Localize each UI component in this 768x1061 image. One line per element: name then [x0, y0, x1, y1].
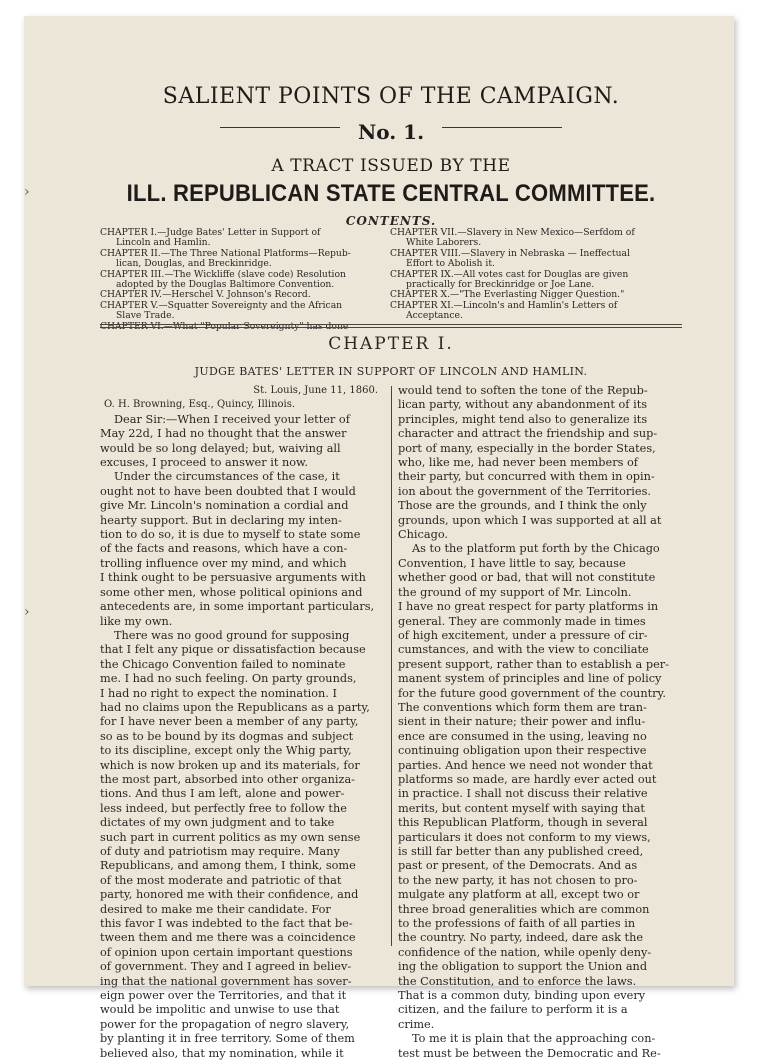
document-title: SALIENT POINTS OF THE CAMPAIGN.: [162, 84, 620, 109]
text-line: trolling influence over my mind, and which: [100, 556, 347, 570]
contents-entry-line: CHAPTER XI.—Lincoln's and Hamlin's Letters of: [390, 299, 618, 311]
text-line: to the new party, it has not chosen to pro-: [398, 873, 638, 887]
contents-entry: [390, 249, 682, 270]
section-divider: [100, 327, 682, 328]
text-line: port of many, especially in the border States,: [398, 441, 656, 455]
text-line: general. They are commonly made in times: [398, 614, 646, 628]
text-line: less indeed, but perfectly free to follow the: [100, 801, 347, 815]
text-line: May 22d, I had no thought that the answer: [100, 427, 347, 441]
contents-right-column: [390, 228, 682, 322]
text-line: hearty support. But in declaring my inten-: [100, 513, 342, 527]
tract-number: No. 1.: [357, 120, 425, 144]
text-line: would be so long delayed; but, waiving all: [100, 441, 341, 455]
chapter-subtitle: JUDGE BATES' LETTER IN SUPPORT OF LINCOLN AND HAMLIN.: [194, 365, 588, 378]
contents-entry-line: CHAPTER I.—Judge Bates' Letter in Support of: [100, 227, 321, 238]
column-divider: [391, 386, 392, 946]
text-line: the ground of my support of Mr. Lincoln.: [398, 585, 632, 599]
text-line: ion about the government of the Territories.: [398, 484, 651, 498]
text-line: grounds, upon which I was supported at all at: [398, 513, 662, 527]
contents-entry-line: Acceptance.: [406, 310, 463, 322]
contents-entry-line: CHAPTER IV.—Herschel V. Johnson's Record.: [100, 289, 311, 301]
text-line: As to the platform put forth by the Chicago: [412, 542, 660, 556]
text-line: that I felt any pique or dissatisfaction because: [100, 643, 366, 657]
text-line: Chicago.: [398, 528, 449, 542]
text-line: parties. And hence we need not wonder that: [398, 758, 653, 772]
contents-entry: [100, 270, 375, 291]
text-line: for I have never been a member of any party,: [100, 715, 359, 729]
contents-entry: [100, 249, 375, 270]
text-line: would be impolitic and unwise to use that: [100, 1003, 340, 1017]
contents-entry-line: practically for Breckinridge or Joe Lane.: [406, 279, 595, 291]
text-line: give Mr. Lincoln's nomination a cordial and: [100, 499, 349, 513]
text-line: believed also, that my nomination, while it: [100, 1046, 344, 1060]
contents-entry-line: Slave Trade.: [116, 310, 175, 322]
number-rule-right: [442, 127, 562, 128]
addressee: O. H. Browning, Esq., Quincy, Illinois.: [104, 399, 296, 411]
text-line: of high excitement, under a pressure of cir-: [398, 628, 648, 642]
text-line: tween them and me there was a coincidence: [100, 931, 356, 945]
text-line: of the facts and reasons, which have a con-: [100, 542, 348, 556]
text-line: whether good or bad, that will not constitute: [398, 571, 656, 585]
text-line: citizen, and the failure to perform it is a: [398, 1003, 628, 1017]
text-line: principles, might tend also to generalize its: [398, 412, 648, 426]
text-line: to the professions of faith of all parties in: [398, 917, 636, 931]
tract-subtitle: A TRACT ISSUED BY THE: [271, 156, 511, 176]
text-line: such part in current politics as my own sense: [100, 830, 361, 844]
text-line: desired to make me their candidate. For: [100, 902, 331, 916]
text-line: Dear Sir:—When I received your letter of: [114, 412, 350, 426]
text-line: excuses, I proceed to answer it now.: [100, 456, 308, 470]
section-divider: [100, 324, 682, 325]
text-line: some other men, whose political opinions and: [100, 585, 363, 599]
text-line: ing that the national government has sover-: [100, 974, 352, 988]
text-line: of opinion upon certain important questions: [100, 945, 353, 959]
text-line: ought not to have been doubted that I would: [100, 484, 356, 498]
text-line: for the future good government of the country.: [398, 686, 667, 700]
text-line: dictates of my own judgment and to take: [100, 816, 335, 830]
text-line: power for the propagation of negro slavery,: [100, 1017, 350, 1031]
text-line: three broad generalities which are common: [398, 902, 650, 916]
committee-name: ILL. REPUBLICAN STATE CENTRAL COMMITTEE.: [126, 180, 656, 207]
text-line: sient in their nature; their power and influ-: [398, 715, 646, 729]
text-line: I had no right to expect the nomination. I: [100, 686, 337, 700]
text-line: this favor I was indebted to the fact that be-: [100, 917, 353, 931]
contents-entry-line: CHAPTER V.—Squatter Sovereignty and the African: [100, 299, 343, 311]
text-line: their party, but concurred with them in opin-: [398, 470, 655, 484]
text-line: ing the obligation to support the Union and: [398, 960, 648, 974]
binding-hole-mark: ›: [24, 184, 30, 200]
text-line: To me it is plain that the approaching con-: [412, 1032, 656, 1046]
text-line: cumstances, and with the view to conciliate: [398, 643, 649, 657]
text-line: past or present, of the Democrats. And as: [398, 859, 638, 873]
text-line: the country. No party, indeed, dare ask the: [398, 931, 644, 945]
text-line: of duty and patriotism may require. Many: [100, 845, 340, 858]
text-line: would tend to soften the tone of the Repub-: [398, 384, 648, 397]
text-line: I have no great respect for party platforms in: [398, 600, 659, 614]
text-line: like my own.: [100, 614, 173, 628]
contents-entry-line: CHAPTER III.—The Wickliffe (slave code) Resolution: [100, 268, 346, 280]
text-line: platforms so made, are hardly ever acted out: [398, 772, 657, 786]
text-line: Under the circumstances of the case, it: [114, 470, 340, 484]
text-line: character and attract the friendship and sup-: [398, 427, 658, 441]
text-line: had no claims upon the Republicans as a party,: [100, 700, 370, 714]
text-line: tion to do so, it is due to myself to state some: [100, 528, 361, 542]
contents-entry-line: CHAPTER VIII.—Slavery in Nebraska — Ineffectual: [390, 247, 630, 259]
text-column-right: [398, 384, 684, 1061]
contents-entry: [390, 270, 682, 291]
text-line: party, honored me with their confidence, and: [100, 888, 359, 902]
chapter-title: CHAPTER I.: [328, 334, 454, 354]
text-line: in practice. I shall not discuss their relative: [398, 787, 648, 801]
contents-entry-line: CHAPTER X.—"The Everlasting Nigger Question.": [390, 289, 625, 301]
text-line: me. I had no such feeling. On party grounds,: [100, 672, 357, 686]
text-line: Republicans, and among them, I think, some: [100, 859, 356, 873]
text-line: the Chicago Convention failed to nominate: [100, 657, 346, 671]
text-line: mulgate any platform at all, except two or: [398, 888, 640, 902]
contents-entry-line: CHAPTER VII.—Slavery in New Mexico—Serfdom of: [390, 227, 635, 238]
text-line: to its discipline, except only the Whig party,: [100, 744, 352, 758]
text-line: of government. They and I agreed in believ-: [100, 960, 352, 974]
text-line: test must be between the Democratic and Re-: [398, 1046, 661, 1060]
text-line: The conventions which form them are tran-: [398, 700, 647, 714]
text-column-left: [100, 384, 386, 1061]
contents-entry-line: Lincoln and Hamlin.: [116, 237, 211, 249]
text-line: is still far better than any published creed,: [398, 845, 644, 858]
text-line: ence are consumed in the using, leaving no: [398, 729, 647, 743]
text-line: who, like me, had never been members of: [398, 456, 638, 470]
contents-entry: [100, 301, 375, 322]
binding-hole-mark: ›: [24, 604, 30, 620]
text-line: merits, but content myself with saying that: [398, 801, 645, 815]
text-line: continuing obligation upon their respective: [398, 744, 647, 758]
text-line: by planting it in free territory. Some of them: [100, 1032, 355, 1046]
contents-entry-line: Effort to Abolish it.: [406, 258, 495, 270]
text-line: There was no good ground for supposing: [114, 628, 350, 642]
text-line: manent system of principles and line of policy: [398, 672, 662, 686]
text-line: this Republican Platform, though in several: [398, 816, 648, 830]
text-line: the most part, absorbed into other organiza-: [100, 772, 356, 786]
text-line: I think ought to be persuasive arguments with: [100, 571, 366, 585]
text-line: confidence of the nation, while openly deny-: [398, 945, 652, 959]
contents-heading: CONTENTS.: [345, 214, 437, 228]
contents-entry: [390, 228, 682, 249]
text-line: of the most moderate and patriotic of that: [100, 873, 342, 887]
text-line: Those are the grounds, and I think the only: [398, 499, 647, 513]
text-line: That is a common duty, binding upon every: [398, 989, 646, 1003]
contents-left-column: [100, 228, 375, 332]
contents-entry-line: adopted by the Douglas Baltimore Convention.: [116, 279, 335, 291]
text-line: eign power over the Territories, and that it: [100, 989, 347, 1003]
text-line: so as to be bound by its dogmas and subject: [100, 729, 354, 743]
contents-entry-line: CHAPTER IX.—All votes cast for Douglas are given: [390, 268, 629, 280]
contents-entry-line: lican, Douglas, and Breckinridge.: [116, 258, 272, 270]
text-line: particulars it does not conform to my views,: [398, 830, 651, 844]
text-line: Convention, I have little to say, because: [398, 556, 626, 570]
contents-entry: [100, 228, 375, 249]
text-line: lican party, without any abandonment of its: [398, 398, 648, 412]
text-line: tions. And thus I am left, alone and power-: [100, 787, 345, 801]
contents-entry-line: CHAPTER II.—The Three National Platforms—Repub-: [100, 247, 351, 259]
dateline: St. Louis, June 11, 1860.: [253, 385, 378, 396]
text-line: antecedents are, in some important particulars,: [100, 600, 375, 614]
text-line: the Constitution, and to enforce the laws.: [398, 974, 637, 988]
contents-entry: [390, 301, 682, 322]
document-page: [24, 16, 734, 1060]
contents-entry-line: White Laborers.: [406, 237, 482, 249]
text-line: which is now broken up and its materials, for: [100, 758, 360, 772]
text-line: present support, rather than to establish a per-: [398, 657, 669, 671]
text-line: crime.: [398, 1017, 435, 1031]
